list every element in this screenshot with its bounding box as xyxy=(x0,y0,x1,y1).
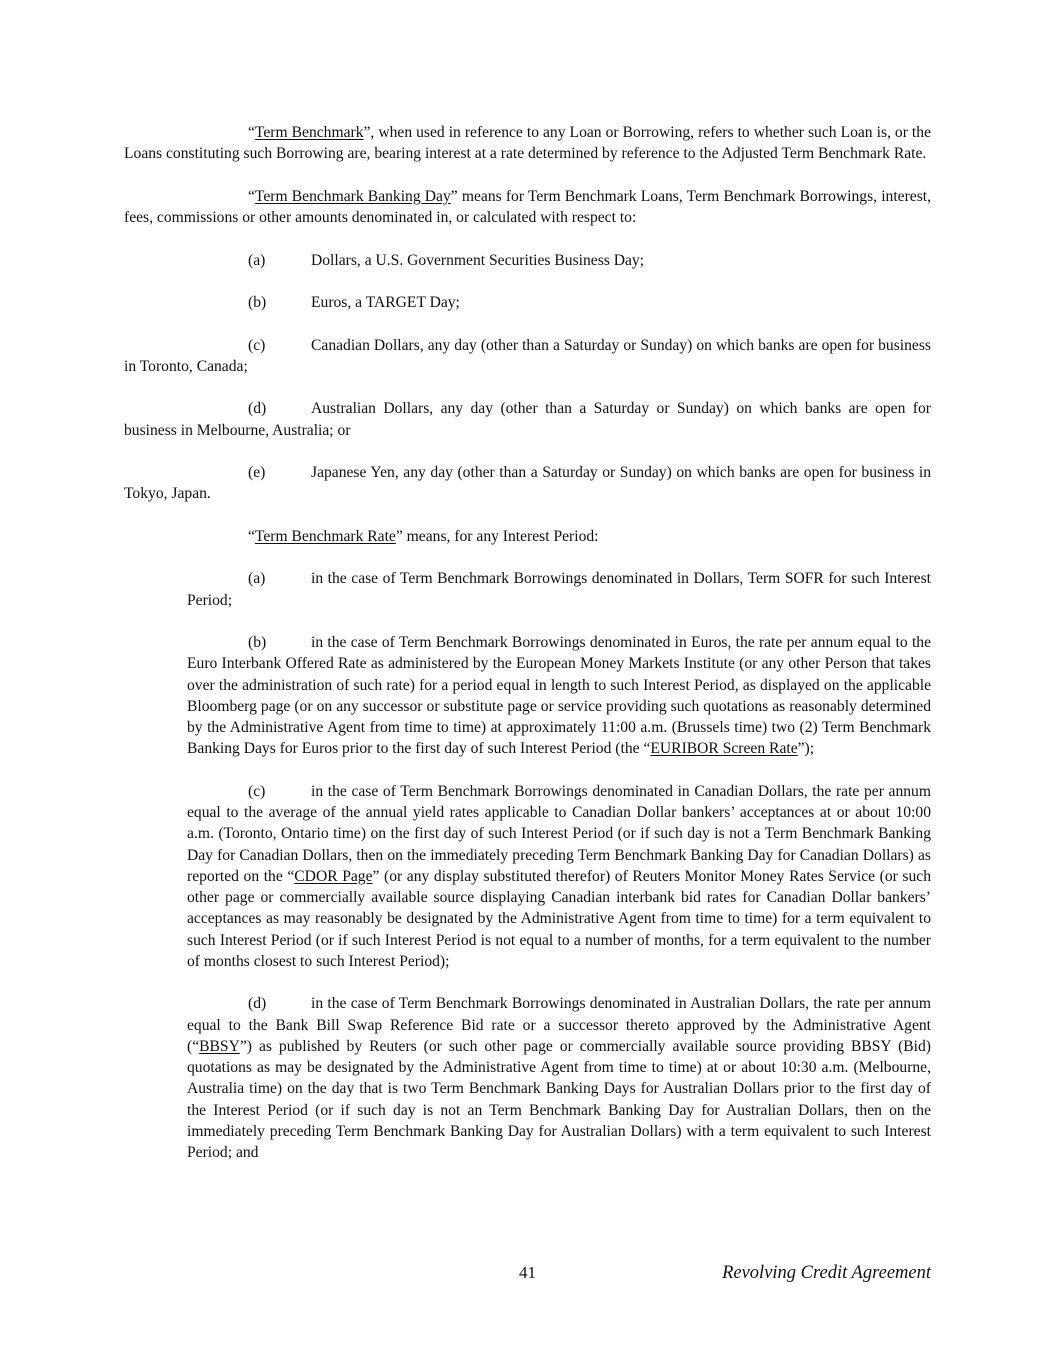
item-label: (b) xyxy=(248,634,267,651)
defined-term: Term Benchmark Rate xyxy=(254,527,396,545)
defined-term: BBSY xyxy=(199,1037,240,1055)
list-item xyxy=(124,335,931,378)
list-item xyxy=(124,462,931,505)
item-label: (c) xyxy=(248,336,266,354)
item-text: in the case of Term Benchmark Borrowings denominated in Canadian Dollars, the rate per annum equal to the average of the annual yield rates applicable to Canadian Dollar bankers’ acceptances at or about 10:00 a.m. (Toronto, Ontario time) on the first day of such Interest Period (or if such day is not a Term Benchmark Banking Day for Canadian Dollars, then on the immediately preceding Term Benchmark Banking Day for Canadian Dollars) as reported on the “ xyxy=(187,782,931,885)
item-label: (a) xyxy=(248,251,266,269)
page-number: 41 xyxy=(519,1263,536,1282)
document-page xyxy=(124,122,931,1185)
sub-item xyxy=(187,568,931,611)
item-text: ”) as published by Reuters (or such other page or commercially available source providing BBSY (Bid) quotations as may be designated by the Administrative Agent from time to time) at or about 10:30 a.m. (Melbourne, Australia time) on the day that is two Term Benchmark Banking Days for Australian Dollars prior to the first day of the Interest Period (or if such day is not an Term Benchmark Banking Day for Australian Dollars, then on the immediately preceding Term Benchmark Banking Day for Australian Dollars) with a term equivalent to such Interest Period; and xyxy=(187,1037,931,1161)
sub-item xyxy=(187,632,931,760)
defined-term: Term Benchmark Banking Day xyxy=(254,187,451,205)
item-text: Australian Dollars, any day (other than a Saturday or Sunday) on which banks are open for business in Melbourne, Australia; or xyxy=(124,400,931,439)
item-text: ”); xyxy=(797,740,815,758)
list-item xyxy=(124,398,931,441)
list-item xyxy=(124,250,931,271)
definition-text: ” means, for any Interest Period: xyxy=(395,527,599,545)
quote: “ xyxy=(248,527,255,545)
item-text: in the case of Term Benchmark Borrowings denominated in Euros, the rate per annum equal to the Euro Interbank Offered Rate as administered by the European Money Markets Institute (or any other Person that takes over the administration of such rate) for a period equal in length to such Interest Period, as displayed on the applicable Bloomberg page (or on any successor or substitute page or service providing such quotations as reasonably determined by the Administrative Agent from time to time) at approximately 11:00 a.m. (Brussels time) two (2) Term Benchmark Banking Days for Euros prior to the first day of such Interest Period (the “ xyxy=(187,634,931,758)
item-text: Dollars, a U.S. Government Securities Business Day; xyxy=(311,251,645,269)
item-text: Japanese Yen, any day (other than a Saturday or Sunday) on which banks are open for business in Tokyo, Japan. xyxy=(124,464,931,503)
defined-term: Term Benchmark xyxy=(254,124,364,141)
quote: “ xyxy=(248,124,255,141)
page-footer xyxy=(0,1263,1055,1289)
sub-item xyxy=(187,993,931,1163)
sub-item xyxy=(187,781,931,972)
document-title: Revolving Credit Agreement xyxy=(722,1263,931,1283)
item-text: ” (or any display substituted therefor) of Reuters Monitor Money Rates Service (or such other page or commercially available source displaying Canadian interbank bid rates for Canadian Dollar bankers’ acceptances as may reasonably be designated by the Administrative Agent from time to time) for a term equivalent to such Interest Period (or if such Interest Period is not equal to a number of months, for a term equivalent to the number of months closest to such Interest Period); xyxy=(187,867,931,970)
item-text: in the case of Term Benchmark Borrowings denominated in Dollars, Term SOFR for such Interest Period; xyxy=(187,570,931,609)
defined-term: CDOR Page xyxy=(294,867,373,885)
item-text: Canadian Dollars, any day (other than a Saturday or Sunday) on which banks are open for business in Toronto, Canada; xyxy=(124,336,931,375)
definition-term-benchmark xyxy=(124,122,931,165)
item-label: (d) xyxy=(248,400,267,418)
defined-term: EURIBOR Screen Rate xyxy=(650,740,798,758)
definition-term-benchmark-banking-day xyxy=(124,186,931,229)
item-label: (d) xyxy=(248,995,267,1013)
item-label: (e) xyxy=(248,464,266,481)
item-text: in the case of Term Benchmark Borrowings denominated in Australian Dollars, the rate per annum equal to the Bank Bill Swap Reference Bid rate or a successor thereto approved by the Administrative Agent (“ xyxy=(187,995,931,1055)
definition-text: ” means for Term Benchmark Loans, Term Benchmark Borrowings, interest, fees, commissions or other amounts denominated in, or calculated with respect to: xyxy=(124,187,931,226)
item-label: (c) xyxy=(248,782,266,800)
definition-term-benchmark-rate xyxy=(124,526,931,547)
list-item xyxy=(124,292,931,313)
item-label: (b) xyxy=(248,294,267,311)
item-label: (a) xyxy=(248,570,266,588)
definition-text: ”, when used in reference to any Loan or Borrowing, refers to whether such Loan is, or the Loans constituting such Borrowing are, bearing interest at a rate determined by reference to the Adjusted Term Benchmark Rate. xyxy=(124,124,931,163)
quote: “ xyxy=(248,187,255,205)
item-text: Euros, a TARGET Day; xyxy=(311,294,460,311)
